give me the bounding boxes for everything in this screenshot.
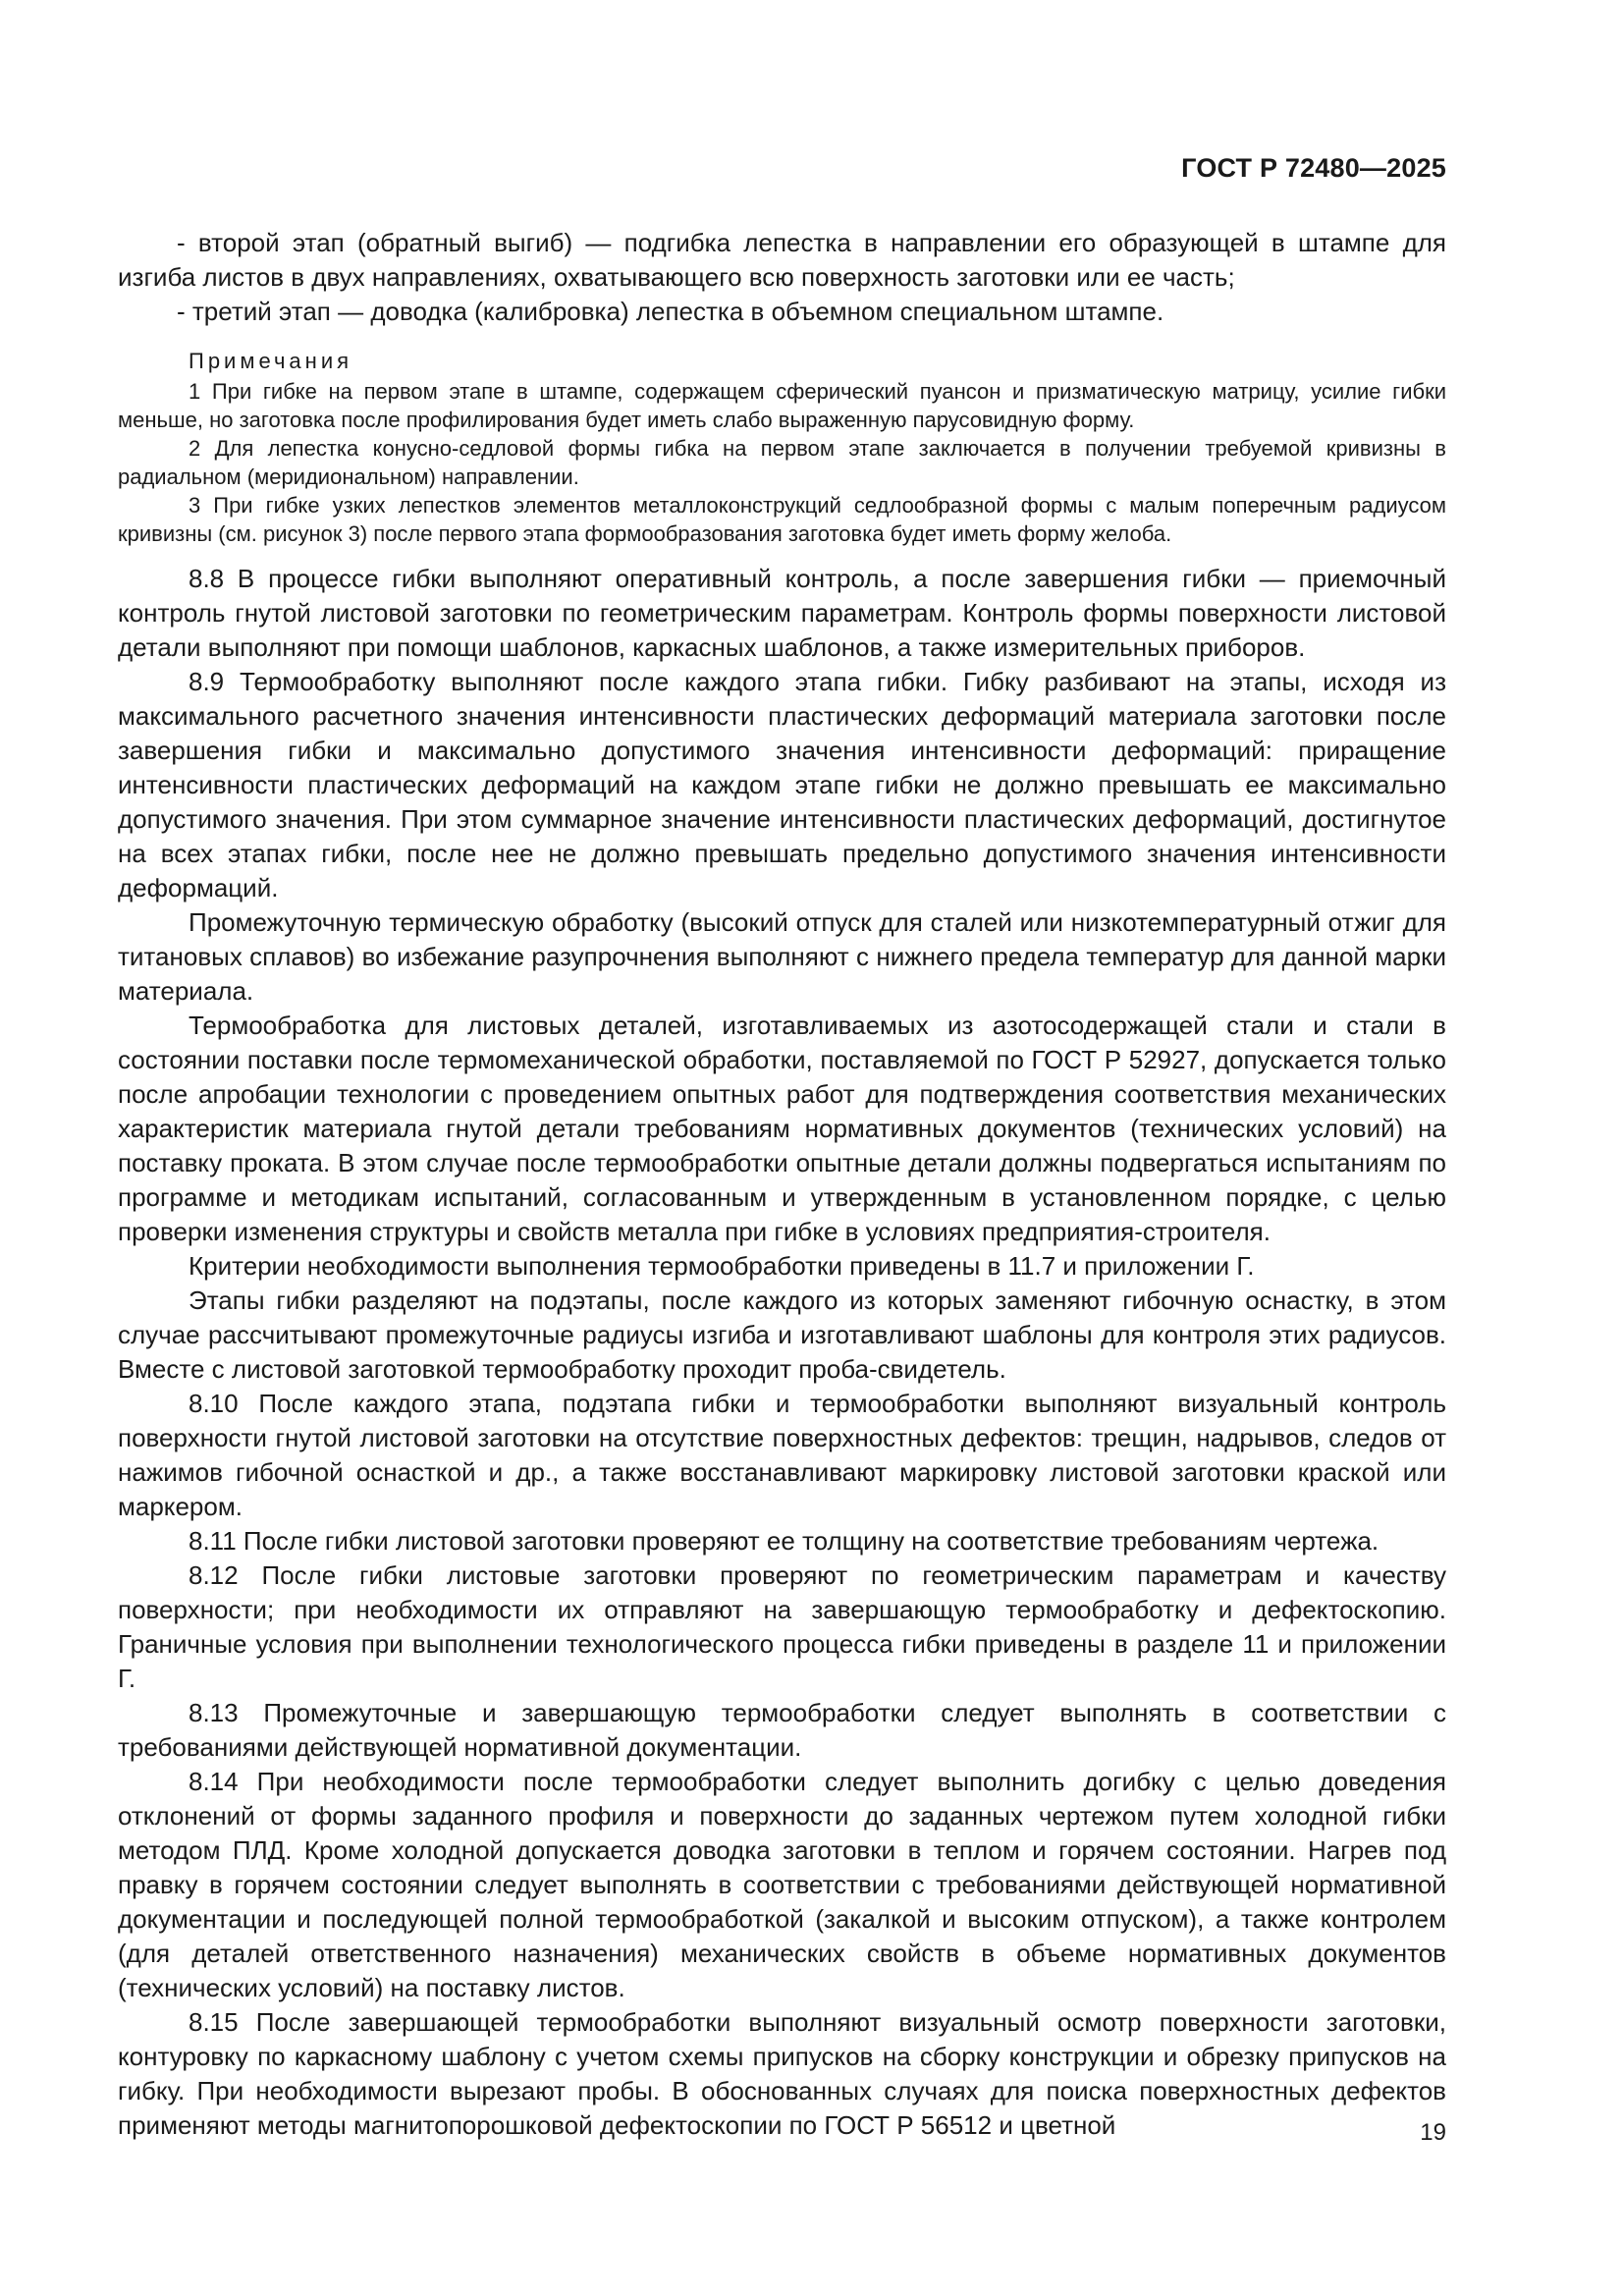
paragraph-8-10: 8.10 После каждого этапа, подэтапа гибки и термообработки выполняют визуальный контроль поверхности гнутой листовой заготовки на отсутствие поверхностных дефектов: трещин, надрывов, следов от нажимов гибочной оснасткой и др., а также восстанавливают маркировку листовой заготовки краской или маркером. — [118, 1389, 1446, 1521]
notes-block — [118, 347, 1446, 548]
paragraph-8-8: 8.8 В процессе гибки выполняют оперативный контроль, а после завершения гибки — приемочный контроль гнутой листовой заготовки по геометрическим параметрам. Контроль формы поверхности листовой детали выполняют при помощи шаблонов, каркасных шаблонов, а также измерительных приборов. — [118, 564, 1446, 662]
paragraph-8-14: 8.14 При необходимости после термообработки следует выполнить догибку с целью доведения отклонений от формы заданного профиля и поверхности до заданных чертежом путем холодной гибки методом ПЛД. Кроме холодной допускается доводка заготовки в теплом и горячем состоянии. Нагрев под правку в горячем состоянии следует выполнять в соответствии с требованиями действующей нормативной документации и последующей полной термообработкой (закалкой и высоким отпуском), а также контролем (для деталей ответственного назначения) механических свойств в объеме нормативных документов (технических условий) на поставку листов. — [118, 1767, 1446, 2002]
intro-item: - второй этап (обратный выгиб) — подгибка лепестка в направлении его образующей в штампе для изгиба листов в двух направлениях, охватывающего всю поверхность заготовки или ее часть; — [118, 228, 1446, 292]
note-item: 2 Для лепестка конусно-седловой формы гибка на первом этапе заключается в получении требуемой кривизны в радиальном (меридиональном) направлении. — [118, 436, 1446, 489]
note-item: 3 При гибке узких лепестков элементов металлоконструкций седлообразной формы с малым поперечным радиусом кривизны (см. рисунок 3) после первого этапа формообразования заготовка будет иметь форму желоба. — [118, 493, 1446, 546]
paragraph-8-15: 8.15 После завершающей термообработки выполняют визуальный осмотр поверхности заготовки, контуровку по каркасному шаблону с учетом схемы припусков на сборку конструкции и обрезку припусков на гибку. При необходимости вырезают пробы. В обоснованных случаях для поиска поверхностных дефектов применяют методы магнитопорошковой дефектоскопии по ГОСТ Р 56512 и цветной — [118, 2007, 1446, 2140]
document-body — [118, 226, 1446, 2143]
paragraph: Термообработка для листовых деталей, изготавливаемых из азотосодержащей стали и стали в состоянии поставки после термомеханической обработки, поставляемой по ГОСТ Р 52927, допускается только после апробации технологии с проведением опытных работ для подтверждения соответствия механических характеристик материала гнутой детали требованиям нормативных документов (технических условий) на поставку проката. В этом случае после термообработки опытные детали должны подвергаться испытаниям по программе и методикам испытаний, согласованным и утвержденным в установленном порядке, с целью проверки изменения структуры и свойств металла при гибке в условиях предприятия-строителя. — [118, 1011, 1446, 1246]
paragraph: Критерии необходимости выполнения термообработки приведены в 11.7 и приложении Г. — [189, 1251, 1255, 1281]
paragraph-8-12: 8.12 После гибки листовые заготовки проверяют по геометрическим параметрам и качеству поверхности; при необходимости их отправляют на завершающую термообработку и дефектоскопию. Граничные условия при выполнении технологического процесса гибки приведены в разделе 11 и приложении Г. — [118, 1560, 1446, 1693]
notes-title: Примечания — [189, 349, 353, 373]
paragraph-8-9: 8.9 Термообработку выполняют после каждого этапа гибки. Гибку разбивают на этапы, исходя из максимального расчетного значения интенсивности пластических деформаций материала заготовки после завершения гибки и максимально допустимого значения интенсивности деформаций: приращение интенсивности пластических деформаций на каждом этапе гибки не должно превышать ее максимально допустимого значения. При этом суммарное значение интенсивности пластических деформаций, достигнутое на всех этапах гибки, после нее не должно превышать предельно допустимого значения интенсивности деформаций. — [118, 667, 1446, 902]
paragraph-8-11: 8.11 После гибки листовой заготовки проверяют ее толщину на соответствие требованиям чертежа. — [189, 1526, 1380, 1556]
document-id-header: ГОСТ Р 72480—2025 — [1181, 153, 1446, 183]
note-item: 1 При гибке на первом этапе в штампе, содержащем сферический пуансон и призматическую матрицу, усилие гибки меньше, но заготовка после профилирования будет иметь слабо выраженную парусовидную форму. — [118, 379, 1446, 432]
paragraph: Этапы гибки разделяют на подэтапы, после каждого из которых заменяют гибочную оснастку, в этом случае рассчитывают промежуточные радиусы изгиба и изготавливают шаблоны для контроля этих радиусов. Вместе с листовой заготовкой термообработку проходит проба-свидетель. — [118, 1285, 1446, 1384]
page-number: 19 — [1420, 2119, 1446, 2146]
intro-item: - третий этап — доводка (калибровка) лепестка в объемном специальном штампе. — [177, 297, 1164, 326]
paragraph-8-13: 8.13 Промежуточные и завершающую термообработки следует выполнять в соответствии с требованиями действующей нормативной документации. — [118, 1698, 1446, 1762]
paragraph: Промежуточную термическую обработку (высокий отпуск для сталей или низкотемпературный отжиг для титановых сплавов) во избежание разупрочнения выполняют с нижнего предела температур для данной марки материала. — [118, 907, 1446, 1006]
